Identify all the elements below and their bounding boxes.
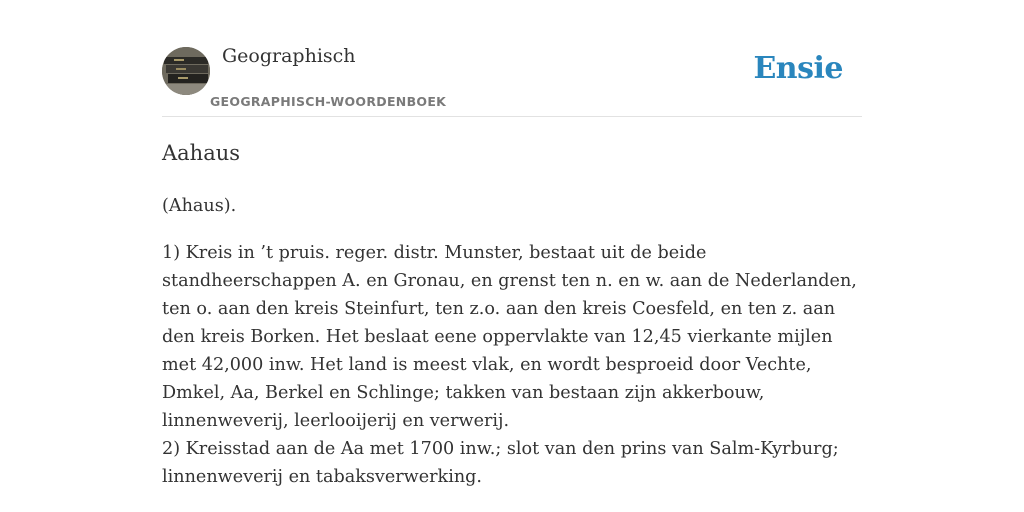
book-stack-avatar-icon (162, 47, 210, 95)
entry-paragraph-3: 2) Kreisstad aan de Aa met 1700 inw.; slot van den prins van Salm-Kyrburg; linnenweverij en tabaksverwerking. (162, 439, 839, 487)
entry-title: Aahaus (162, 141, 241, 165)
entry-paragraph-1: (Ahaus). (162, 196, 237, 216)
entry-paragraph-2: 1) Kreis in ’t pruis. reger. distr. Munster, bestaat uit de beide standheerschappen A. en Gronau, en grenst ten n. en w. aan de Nederlanden, ten o. aan den kreis Steinfurt, ten z.o. aan den kreis Coesfeld, en ten z. aan den kreis Borken. Het beslaat eene oppervlakte van 12,45 vierkante mijlen met 42,000 inw. Het land is meest vlak, en wordt besproeid door Vechte, Dmkel, Aa, Berkel en Schlinge; takken van bestaan zijn akkerbouw, linnenweverij, leerlooijerij en verwerij. (162, 243, 857, 431)
dictionary-avatar[interactable] (162, 47, 210, 95)
ensie-logo-link[interactable]: Ensie (753, 51, 843, 86)
header (162, 0, 862, 117)
dictionary-title-link[interactable]: Geographisch (222, 45, 356, 67)
dictionary-subtitle-link[interactable]: GEOGRAPHISCH-WOORDENBOEK (210, 94, 447, 109)
entry-definition (162, 239, 866, 491)
page (162, 0, 862, 512)
